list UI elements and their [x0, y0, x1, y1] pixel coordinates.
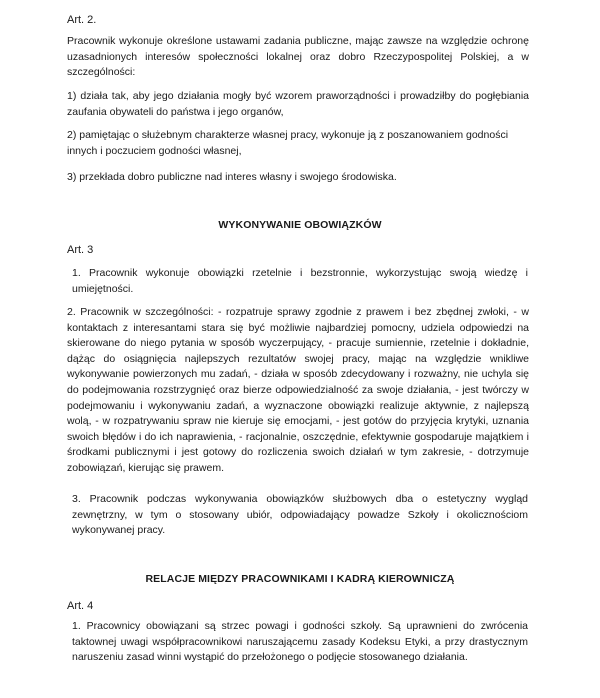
- article-3-paragraph-3: 3. Pracownik podczas wykonywania obowiązków służbowych dba o estetyczny wygląd zewnętrzny, w tym o stosowany ubiór, odpowiadający powadze Szkoły i okolicznościom wykonywanej pracy.: [72, 493, 528, 537]
- article-3-paragraph-1: 1. Pracownik wykonuje obowiązki rzetelnie i bezstronnie, wykorzystując swoją wiedzę i umiejętności.: [72, 267, 528, 295]
- article-2-point-1: 1) działa tak, aby jego działania mogły być wzorem praworządności i prowadziłby do pogłębiania zaufania obywateli do państwa i jego organów,: [67, 90, 529, 118]
- article-2-point-3: 3) przekłada dobro publiczne nad interes własny i swojego środowiska.: [67, 171, 397, 183]
- section-heading-duties: WYKONYWANIE OBOWIĄZKÓW: [218, 219, 382, 231]
- article-3-paragraph-2: 2. Pracownik w szczególności: - rozpatruje sprawy zgodnie z prawem i bez zbędnej zwłoki, - w kontaktach z interesantami stara się być możliwie najbardziej pomocny, udziela odpowiedzi na skierowane do niego pytania w sposób wyczerpujący, - pracuje sumiennie, rzetelnie i dokładnie, dążąc do osiągnięcia najlepszych rezultatów swojej pracy, mając na względzie wnikliwe wykonywanie powierzonych mu zadań, - działa w sposób zdecydowany i rozważny, nie uchyla się do podejmowania rozstrzygnięć oraz bierze odpowiedzialność za swoje działania, - jest twórczy w podejmowaniu i wykonywaniu zadań, a wyznaczone obowiązki realizuje aktywnie, z najlepszą wolą, - w rozpatrywaniu spraw nie kieruje się emocjami, - jest gotów do przyjęcia krytyki, uznania swoich błędów i do ich naprawienia, - racjonalnie, oszczędnie, efektywnie gospodaruje majątkiem i środkami publicznymi i jest gotowy do rozliczenia swoich działań w tym zakresie, - dotrzymuje zobowiązań, kierując się prawem.: [67, 306, 529, 474]
- article-2-label: Art. 2.: [67, 14, 97, 26]
- article-2-point-2: 2) pamiętając o służebnym charakterze własnej pracy, wykonuje ją z poszanowaniem godności innych i poczuciem godności własnej,: [67, 129, 509, 157]
- article-4-paragraph-1: 1. Pracownicy obowiązani są strzec powagi i godności szkoły. Są uprawnieni do zwrócenia taktownej uwagi współpracownikowi naruszającemu zasady Kodeksu Etyki, a przy drastycznym naruszeniu zasad winni wystąpić do przełożonego o podjęcie stosowanego działania.: [72, 620, 528, 664]
- section-heading-relations: RELACJE MIĘDZY PRACOWNIKAMI I KADRĄ KIEROWNICZĄ: [145, 573, 455, 585]
- article-2-intro: Pracownik wykonuje określone ustawami zadania publiczne, mając zawsze na względzie ochronę uzasadnionych interesów społeczności lokalnej oraz dobro Rzeczypospolitej Polskiej, a w szczególności:: [67, 35, 529, 79]
- article-3-label: Art. 3: [67, 244, 94, 256]
- article-4-label: Art. 4: [67, 600, 94, 612]
